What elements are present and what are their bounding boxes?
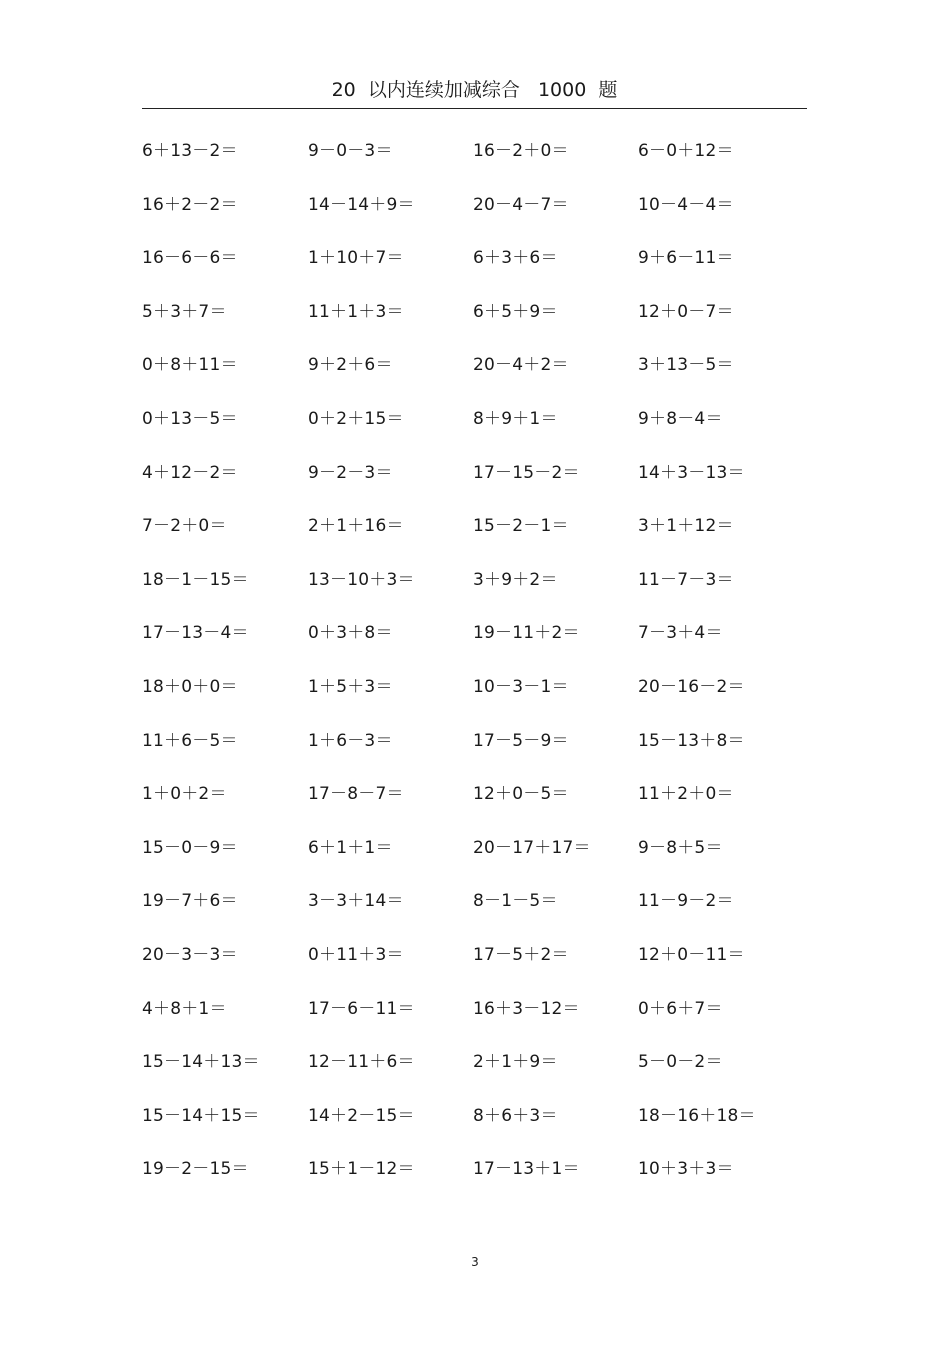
math-problem: 6＋1＋1＝: [308, 837, 393, 858]
math-problem: 17－6－11＝: [308, 998, 415, 1019]
math-problem: 11－7－3＝: [638, 569, 734, 590]
math-problem: 4＋8＋1＝: [142, 998, 227, 1019]
math-problem: 19－11＋2＝: [473, 623, 580, 644]
math-problem: 13－10＋3＝: [308, 569, 415, 590]
math-problem: 10－3－1＝: [473, 676, 569, 697]
math-problem: 9－8＋5＝: [638, 837, 723, 858]
math-problem: 0＋6＋7＝: [638, 998, 723, 1019]
math-problem: 15－13＋8＝: [638, 730, 745, 751]
math-problem: 8＋6＋3＝: [473, 1105, 558, 1126]
math-problem: 3＋13－5＝: [638, 355, 734, 376]
math-problem: 7－2＋0＝: [142, 516, 227, 537]
math-problem: 12－11＋6＝: [308, 1052, 415, 1073]
math-problem: 1＋10＋7＝: [308, 248, 404, 269]
math-problem: 18＋0＋0＝: [142, 676, 238, 697]
math-problem: 14＋3－13＝: [638, 462, 745, 483]
math-problem: 0＋8＋11＝: [142, 355, 238, 376]
math-problem: 9＋2＋6＝: [308, 355, 393, 376]
math-problem: 17－13＋1＝: [473, 1159, 580, 1180]
math-problem: 6＋5＋9＝: [473, 301, 558, 322]
math-problem: 6＋13－2＝: [142, 141, 238, 161]
math-problem: 17－5－9＝: [473, 730, 569, 751]
math-problem: 4＋12－2＝: [142, 462, 238, 483]
math-problem: 5－0－2＝: [638, 1052, 723, 1073]
math-problem: 0＋2＋15＝: [308, 408, 404, 429]
math-problem: 0＋11＋3＝: [308, 944, 404, 965]
math-problem: 19－2－15＝: [142, 1159, 249, 1180]
math-problem: 20－4－7＝: [473, 194, 569, 215]
math-problem: 0＋13－5＝: [142, 408, 238, 429]
math-problem: 17－5＋2＝: [473, 944, 569, 965]
math-problem: 17－13－4＝: [142, 623, 249, 644]
math-problem: 20－17＋17＝: [473, 837, 591, 858]
math-problem: 0＋3＋8＝: [308, 623, 393, 644]
math-problem: 9＋8－4＝: [638, 408, 723, 429]
math-problem: 18－16＋18＝: [638, 1105, 756, 1126]
math-problem: 6＋3＋6＝: [473, 248, 558, 269]
math-problem: 3＋9＋2＝: [473, 569, 558, 590]
math-problem: 12＋0－7＝: [638, 301, 734, 322]
math-problem: 9－2－3＝: [308, 462, 393, 483]
math-problem: 1＋5＋3＝: [308, 676, 393, 697]
math-problem: 1＋0＋2＝: [142, 784, 227, 805]
math-problem: 15－0－9＝: [142, 837, 238, 858]
math-problem: 5＋3＋7＝: [142, 301, 227, 322]
math-problem: 19－7＋6＝: [142, 891, 238, 912]
math-problem: 1＋6－3＝: [308, 730, 393, 751]
math-problem: 2＋1＋9＝: [473, 1052, 558, 1073]
math-problem: 16－2＋0＝: [473, 141, 569, 161]
math-problem: 16＋3－12＝: [473, 998, 580, 1019]
page-title: 20 以内连续加减综合 1000 题: [331, 79, 618, 101]
math-problem: 2＋1＋16＝: [308, 516, 404, 537]
math-problem: 8＋9＋1＝: [473, 408, 558, 429]
math-problem: 20－4＋2＝: [473, 355, 569, 376]
math-problem: 9＋6－11＝: [638, 248, 734, 269]
problem-grid: [142, 137, 807, 1209]
math-problem: 16－6－6＝: [142, 248, 238, 269]
math-problem: 15－2－1＝: [473, 516, 569, 537]
math-problem: 3＋1＋12＝: [638, 516, 734, 537]
math-problem: 11－9－2＝: [638, 891, 734, 912]
math-problem: 7－3＋4＝: [638, 623, 723, 644]
math-problem: 15－14＋15＝: [142, 1105, 260, 1126]
math-problem: 20－16－2＝: [638, 676, 745, 697]
math-problem: 3－3＋14＝: [308, 891, 404, 912]
math-problem: 14＋2－15＝: [308, 1105, 415, 1126]
math-problem: 11＋1＋3＝: [308, 301, 404, 322]
math-problem: 10＋3＋3＝: [638, 1159, 734, 1180]
math-problem: 18－1－15＝: [142, 569, 249, 590]
page-number: 3: [471, 1255, 479, 1269]
math-problem: 17－8－7＝: [308, 784, 404, 805]
math-problem: 9－0－3＝: [308, 141, 393, 161]
math-problem: 8－1－5＝: [473, 891, 558, 912]
math-problem: 12＋0－11＝: [638, 944, 745, 965]
math-problem: 16＋2－2＝: [142, 194, 238, 215]
math-problem: 15＋1－12＝: [308, 1159, 415, 1180]
math-problem: 11＋6－5＝: [142, 730, 238, 751]
math-problem: 11＋2＋0＝: [638, 784, 734, 805]
math-problem: 17－15－2＝: [473, 462, 580, 483]
math-problem: 15－14＋13＝: [142, 1052, 260, 1073]
math-problem: 6－0＋12＝: [638, 141, 734, 161]
title-underline: [142, 108, 807, 109]
math-problem: 12＋0－5＝: [473, 784, 569, 805]
math-problem: 14－14＋9＝: [308, 194, 415, 215]
math-problem: 10－4－4＝: [638, 194, 734, 215]
math-problem: 20－3－3＝: [142, 944, 238, 965]
